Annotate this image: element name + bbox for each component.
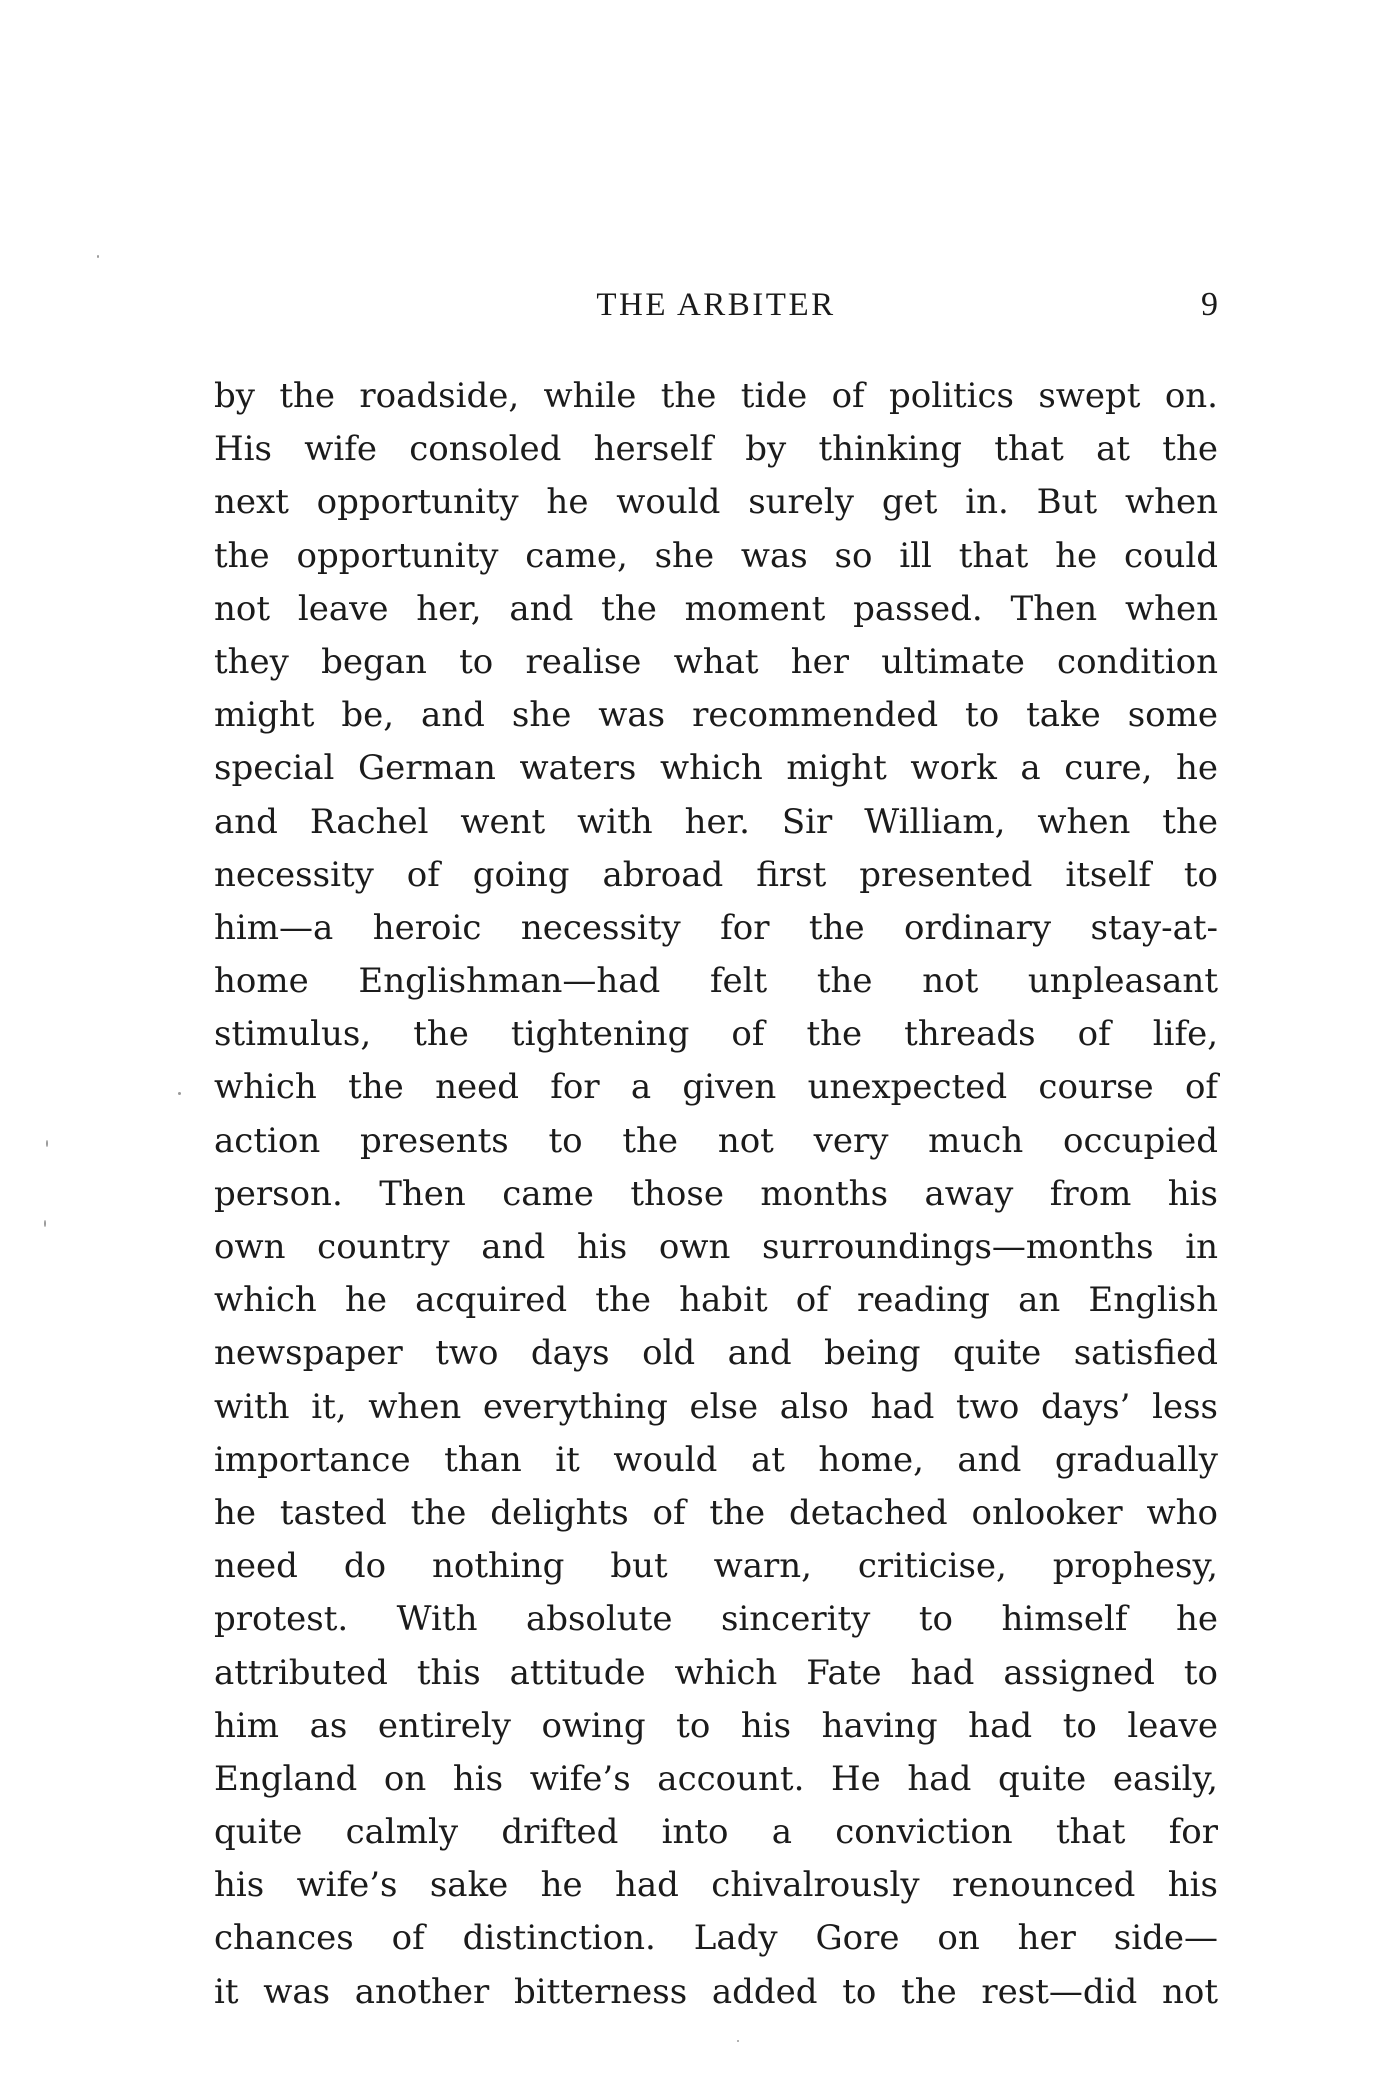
text-line: the opportunity came, she was so ill that he could (214, 535, 1218, 576)
text-line: necessity of going abroad first presented itself to (214, 854, 1218, 895)
text-line: and Rachel went with her. Sir William, when the (214, 801, 1218, 842)
running-title: THE ARBITER (596, 287, 836, 323)
text-line: need do nothing but warn, criticise, prophesy, (214, 1546, 1218, 1587)
text-line: protest. With absolute sincerity to himself he (214, 1599, 1218, 1640)
text-line: his wife’s sake he had chivalrously renounced his (214, 1865, 1218, 1906)
text-line: next opportunity he would surely get in. But when (214, 482, 1218, 523)
text-line: stimulus, the tightening of the threads of life, (214, 1014, 1218, 1055)
text-line: quite calmly drifted into a conviction that for (214, 1812, 1218, 1853)
text-line: him—a heroic necessity for the ordinary stay-at- (214, 907, 1218, 948)
text-line: person. Then came those months away from his (214, 1173, 1218, 1214)
text-line: by the roadside, while the tide of politics swept on. (214, 376, 1218, 416)
text-line: importance than it would at home, and gradually (214, 1439, 1218, 1480)
scan-speck (44, 1220, 46, 1227)
text-line: His wife consoled herself by thinking that at the (214, 429, 1218, 470)
text-line: action presents to the not very much occupied (214, 1120, 1218, 1161)
scan-speck (178, 1092, 181, 1095)
text-line: it was another bitterness added to the rest—did not (214, 1971, 1218, 2012)
text-line: they began to realise what her ultimate condition (214, 641, 1218, 682)
text-line: with it, when everything else also had two days’ less (214, 1386, 1218, 1427)
body-text (214, 370, 1218, 2019)
text-line: England on his wife’s account. He had quite easily, (214, 1758, 1218, 1799)
running-head (214, 280, 1218, 330)
scan-speck (737, 2040, 739, 2042)
text-line: special German waters which might work a cure, he (214, 748, 1218, 789)
page-number: 9 (1201, 286, 1218, 323)
text-line: home Englishman—had felt the not unpleasant (214, 961, 1218, 1002)
text-line: which he acquired the habit of reading an English (214, 1280, 1218, 1321)
text-line: attributed this attitude which Fate had assigned to (214, 1652, 1218, 1693)
text-line: newspaper two days old and being quite satisfied (214, 1333, 1218, 1374)
text-line: him as entirely owing to his having had to leave (214, 1705, 1218, 1746)
text-line: which the need for a given unexpected course of (214, 1067, 1218, 1108)
scan-speck (97, 255, 99, 258)
text-line: not leave her, and the moment passed. Then when (214, 588, 1218, 629)
text-line: own country and his own surroundings—months in (214, 1227, 1218, 1267)
text-line: he tasted the delights of the detached onlooker who (214, 1492, 1218, 1533)
text-line: chances of distinction. Lady Gore on her side— (214, 1918, 1218, 1959)
text-line: might be, and she was recommended to take some (214, 695, 1218, 736)
scan-speck (46, 1140, 48, 1147)
